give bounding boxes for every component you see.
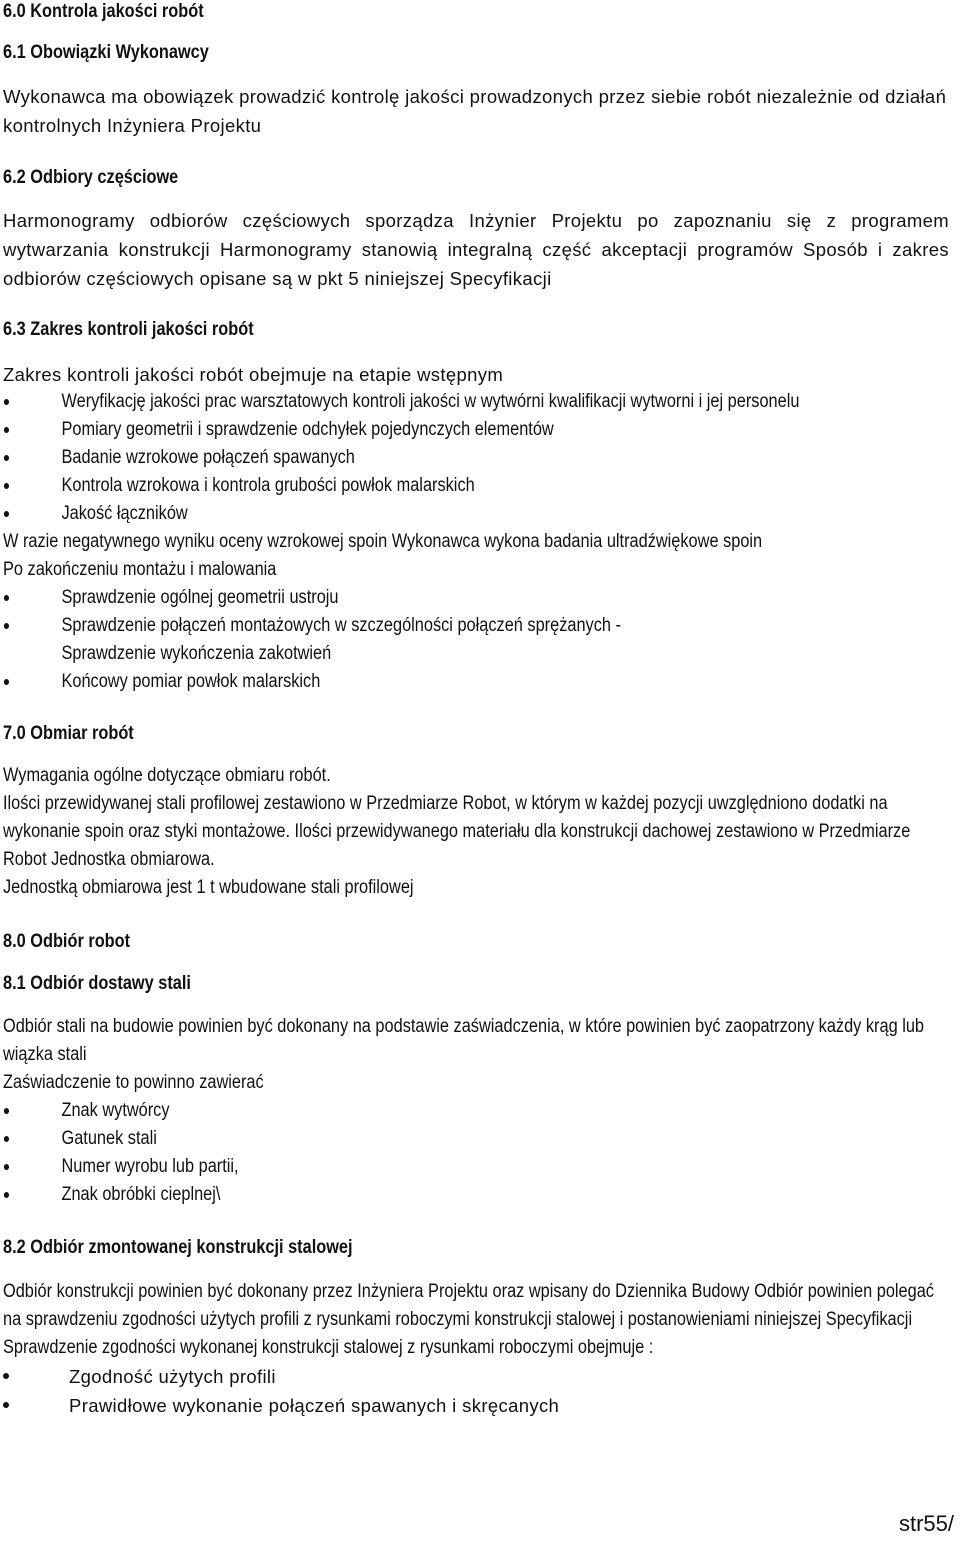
bullet-icon <box>4 1108 9 1114</box>
section-8-1-body <box>3 1013 954 1209</box>
bullet-icon <box>4 1136 9 1142</box>
list-item: Sprawdzenie połączeń montażowych w szczególności połączeń sprężanych - Sprawdzenie wykończenia zakotwień <box>3 612 715 668</box>
list-item: Prawidłowe wykonanie połączeń spawanych i skręcanych <box>3 1391 949 1420</box>
list-item: Badanie wzrokowe połączeń spawanych <box>3 444 954 472</box>
paragraph-6-1: Wykonawca ma obowiązek prowadzić kontrolę jakości prowadzonych przez siebie robót niezależnie od działań kontrolnych Inżyniera Projektu <box>3 86 947 136</box>
paragraph-7-quantities: Ilości przewidywanej stali profilowej zestawiono w Przedmiarze Robot, w którym w każdej pozycji uwzględniono dodatki na wykonanie spoin oraz styki montażowe. Ilości przewidywanego materiału dla konstrukcji dachowej zestawiono w Przedmiarze Robot Jednostka obmiarowa. <box>3 793 911 870</box>
bullet-icon <box>4 483 9 489</box>
list-item: Gatunek stali <box>3 1125 954 1153</box>
list-item: Weryfikację jakości prac warsztatowych kontroli jakości w wytwórni kwalifikacji wytworni i jej personelu <box>3 388 954 416</box>
inspection-list-final <box>3 584 954 696</box>
heading-8-0: 8.0 Odbiór robot <box>3 931 131 952</box>
heading-6-1: 6.1 Obowiązki Wykonawcy <box>3 42 209 63</box>
list-item: Pomiary geometrii i sprawdzenie odchyłek pojedynczych elementów <box>3 416 954 444</box>
paragraph-ultrasonic: W razie negatywnego wyniku oceny wzrokowej spoin Wykonawca wykona badania ultradźwiękowe spoin <box>3 531 763 552</box>
section-8-2-list <box>3 1362 949 1420</box>
bullet-icon <box>4 511 9 517</box>
certificate-contents-list <box>3 1097 954 1209</box>
paragraph-6-2: Harmonogramy odbiorów częściowych sporządza Inżynier Projektu po zapoznaniu się z programem wytwarzania konstrukcji Harmonogramy stanowią integralną część akceptacji programów Sposób i zakres odbiorów częściowych opisane są w pkt 5 niniejszej Specyfikacji <box>3 210 949 289</box>
assembled-structure-checks-list <box>3 1362 949 1420</box>
paragraph-8-1: Odbiór stali na budowie powinien być dokonany na podstawie zaświadczenia, w które powinien być zaopatrzony każdy krąg lub wiązka stali <box>3 1016 925 1065</box>
list-item: Końcowy pomiar powłok malarskich <box>3 668 954 696</box>
heading-7-0: 7.0 Obmiar robót <box>3 723 134 744</box>
heading-8-2: 8.2 Odbiór zmontowanej konstrukcji stalowej <box>3 1237 353 1258</box>
heading-8-1: 8.1 Odbiór dostawy stali <box>3 973 191 994</box>
heading-6-0: 6.0 Kontrola jakości robót <box>3 1 204 22</box>
paragraph-8-2: Odbiór konstrukcji powinien być dokonany przez Inżyniera Projektu oraz wpisany do Dziennika Budowy Odbiór powinien polegać na sprawdzeniu zgodności użytych profili z rysunkami roboczymi konstrukcji stalowej i postanowieniami niniejszej Specyfikacji Sprawdzenie zgodności wykonanej konstrukcji stalowej z rysunkami roboczymi obejmuje : <box>3 1281 934 1358</box>
bullet-icon <box>4 399 9 405</box>
bullet-icon <box>4 595 9 601</box>
paragraph-after-assembly: Po zakończeniu montażu i malowania <box>3 559 277 580</box>
paragraph-8-1-certificate: Zaświadczenie to powinno zawierać <box>3 1072 264 1093</box>
paragraph-7-unit: Jednostką obmiarowa jest 1 t wbudowane stali profilowej <box>3 877 414 898</box>
list-item: Znak obróbki cieplnej\ <box>3 1181 954 1209</box>
list-item: Sprawdzenie ogólnej geometrii ustroju <box>3 584 954 612</box>
list-item: Jakość łączników <box>3 500 954 528</box>
bullet-icon <box>4 427 9 433</box>
section-6-3-body <box>3 388 954 696</box>
paragraph-6-3-intro: Zakres kontroli jakości robót obejmuje na etapie wstępnym <box>3 364 504 385</box>
list-item: Zgodność użytych profili <box>3 1362 949 1391</box>
bullet-icon <box>3 1373 9 1379</box>
list-item: Znak wytwórcy <box>3 1097 954 1125</box>
heading-6-3: 6.3 Zakres kontroli jakości robót <box>3 319 254 340</box>
list-item: Kontrola wzrokowa i kontrola grubości powłok malarskich <box>3 472 954 500</box>
heading-6-2: 6.2 Odbiory częściowe <box>3 167 179 188</box>
bullet-icon <box>4 1164 9 1170</box>
bullet-icon <box>4 623 9 629</box>
list-item: Numer wyrobu lub partii, <box>3 1153 954 1181</box>
page-number: str55/ <box>898 1511 954 1536</box>
bullet-icon <box>3 1402 9 1408</box>
bullet-icon <box>4 455 9 461</box>
bullet-icon <box>4 1192 9 1198</box>
bullet-icon <box>4 679 9 685</box>
paragraph-7-requirements: Wymagania ogólne dotyczące obmiaru robót. <box>3 765 331 786</box>
section-7-body <box>3 762 954 902</box>
inspection-list-initial <box>3 388 954 528</box>
